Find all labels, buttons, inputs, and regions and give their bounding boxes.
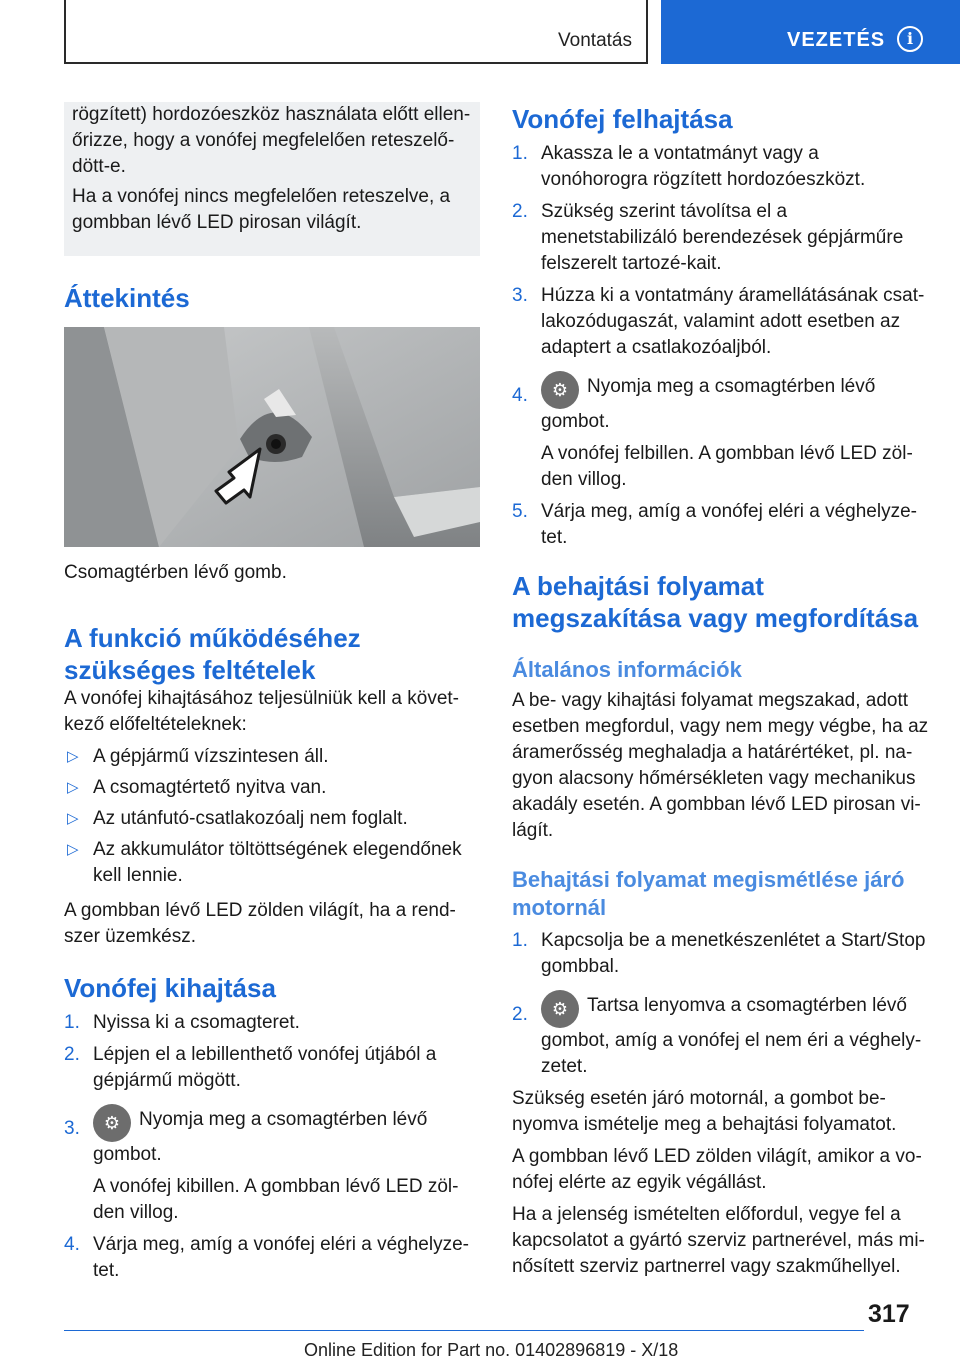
list-item: 3. ⚙ Nyomja meg a csomagtérben lévő gombot. A vonófej kibillen. A gombban lévő LED zöl-den villog. [64, 1104, 474, 1226]
requirements-intro: A vonófej kihajtásához teljesülniük kell a követ-kező előfeltételeknek: [64, 688, 460, 735]
edition-text: Online Edition for Part no. 01402896819 - X/18 [304, 1340, 679, 1360]
general-info-heading: Általános információk [512, 657, 742, 682]
trunk-button-icon: ⚙ [93, 1104, 131, 1142]
general-info-text: A be- vagy kihajtási folyamat megszakad, adott esetben megfordul, vagy nem megy végbe, ha az áramerősség meghaladja a határértéket, pl. na-gyon alacsony hőmérsékleten vagy mechanikus akadály esetén. A gombban lévő LED pirosan vi-lágít. [512, 690, 929, 841]
header-chapter-box [64, 0, 648, 64]
note-text-2: Ha a vonófej nincs megfelelően reteszelve, a gombban lévő LED pirosan világít. [72, 186, 451, 233]
list-item: 1. Kapcsolja be a menetkészenlétet a Start/Stop gombbal. [512, 930, 926, 977]
repeat-para-3: Ha a jelenség ismételten előfordul, vegye fel a kapcsolatot a gyártó szerviz partnerével, más mi-nősített szerviz partnerrel vagy szakműhellyel. [512, 1204, 925, 1277]
interrupt-heading: A behajtási folyamat megszakítása vagy megfordítása [512, 571, 919, 633]
trunk-button-icon: ⚙ [541, 990, 579, 1028]
list-item: ▷ A csomagtértető nyitva van. [64, 775, 474, 801]
list-item: ▷ Az akkumulátor töltöttségének elegendőnek kell lennie. [67, 839, 462, 886]
footer-divider [64, 1330, 864, 1331]
section-title: VEZETÉS [787, 29, 886, 51]
list-item: 2. Szükség szerint távolítsa el a menetstabilizáló berendezések gépjárműre felszerelt tartozé-kait. [512, 201, 904, 274]
note-text-1: rögzített) hordozóeszköz használata előtt ellen-őrizze, hogy a vonófej megfelelően reteszelő-dött-e. [72, 104, 471, 177]
list-item: 2. Lépjen el a lebillenthető vonófej útjából a gépjármű mögött. [64, 1044, 437, 1091]
requirements-heading: A funkció működéséhez szükséges feltételek [64, 623, 361, 685]
list-item: ▷ Az utánfutó-csatlakozóalj nem foglalt. [64, 806, 474, 832]
list-item: 4. Várja meg, amíg a vonófej eléri a véghelyze-tet. [64, 1234, 469, 1281]
note-box [64, 102, 480, 256]
requirements-outro: A gombban lévő LED zölden világít, ha a rend-szer üzemkész. [64, 900, 456, 947]
triangle-bullet-icon: ▷ [67, 841, 79, 858]
page-number: 317 [868, 1300, 910, 1328]
list-item: 1. Nyissa ki a csomagteret. [64, 1012, 300, 1033]
list-item: 3. Húzza ki a vontatmány áramellátásának csat-lakozódugaszát, valamint adott esetben az adaptert a csatlakozóaljból. [512, 285, 925, 358]
triangle-bullet-icon: ▷ [67, 779, 79, 796]
trunk-button-photo [64, 327, 480, 547]
chapter-title: Vontatás [558, 30, 632, 51]
repeat-steps [512, 928, 927, 1080]
triangle-bullet-icon: ▷ [67, 810, 79, 827]
trunk-button-icon: ⚙ [541, 371, 579, 409]
retract-heading: Vonófej felhajtása [512, 104, 733, 134]
repeat-para-2: A gombban lévő LED zölden világít, amikor a vo-nófej elérte az egyik végállást. [512, 1146, 922, 1193]
requirements-list [64, 744, 474, 894]
repeat-para-1: Szükség esetén járó motornál, a gombot be-nyomva ismételje meg a behajtási folyamatot. [512, 1088, 897, 1135]
list-item: 2. ⚙ Tartsa lenyomva a csomagtérben lévő gombot, amíg a vonófej el nem éri a véghely-zetet. [512, 990, 927, 1080]
info-icon: i [897, 26, 923, 52]
retract-steps [512, 141, 927, 551]
extend-heading: Vonófej kihajtása [64, 973, 276, 1003]
list-item: 1. Akassza le a vontatmányt vagy a vonóhorogra rögzített hordozóeszközt. [512, 143, 866, 190]
overview-heading: Áttekintés [64, 283, 190, 313]
header-section-box [661, 0, 960, 64]
repeat-heading: Behajtási folyamat megismétlése járó motornál [512, 867, 905, 920]
list-item: 4. ⚙ Nyomja meg a csomagtérben lévő gombot. A vonófej felbillen. A gombban lévő LED zöl-den villog. [512, 371, 927, 493]
list-item: 5. Várja meg, amíg a vonófej eléri a véghelyze-tet. [512, 501, 917, 548]
photo-caption: Csomagtérben lévő gomb. [64, 562, 287, 583]
extend-steps [64, 1010, 474, 1284]
triangle-bullet-icon: ▷ [67, 748, 79, 765]
list-item: ▷ A gépjármű vízszintesen áll. [64, 744, 474, 770]
